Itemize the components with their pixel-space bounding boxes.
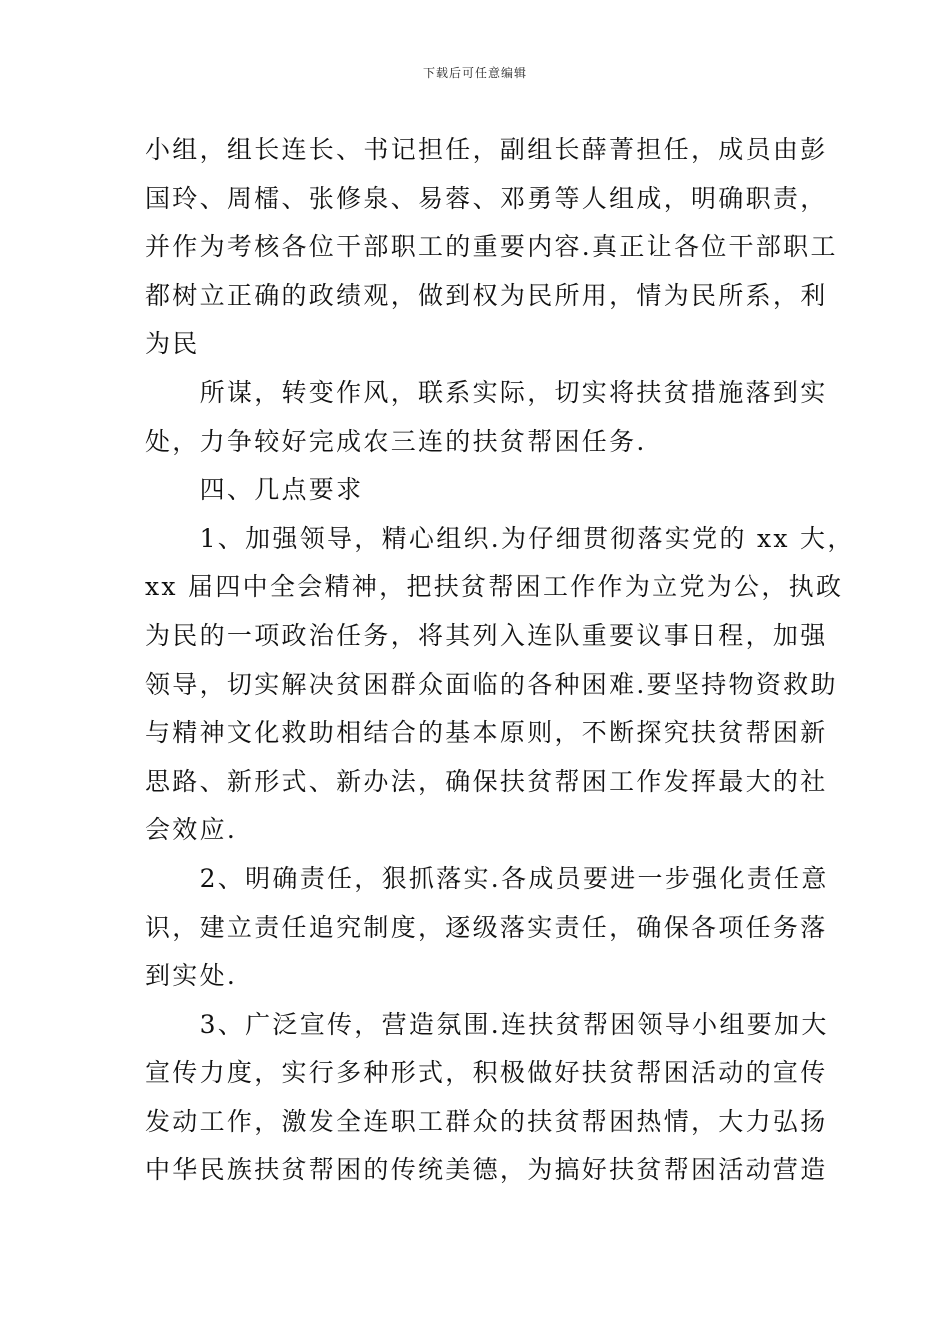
text-line: 发动工作，激发全连职工群众的扶贫帮困热情，大力弘扬 bbox=[145, 1106, 828, 1136]
text-line: xx 届四中全会精神，把扶贫帮困工作作为立党为公，执政 bbox=[145, 572, 844, 602]
text-line: 与精神文化救助相结合的基本原则，不断探究扶贫帮困新 bbox=[145, 718, 828, 748]
text-line: 宣传力度，实行多种形式，积极做好扶贫帮困活动的宣传 bbox=[145, 1058, 828, 1088]
text-line: 小组，组长连长、书记担任，副组长薛菁担任，成员由彭 bbox=[145, 135, 828, 164]
text-line: 处，力争较好完成农三连的扶贫帮困任务. bbox=[145, 426, 647, 456]
text-line: 为民的一项政治任务，将其列入连队重要议事日程，加强 bbox=[145, 620, 828, 650]
text-line: 到实处. bbox=[145, 961, 238, 991]
section-heading: 四、几点要求 bbox=[145, 475, 364, 505]
text-line: 都树立正确的政绩观，做到权为民所用，情为民所系，利 bbox=[145, 280, 828, 310]
text-line: 识，建立责任追究制度，逐级落实责任，确保各项任务落 bbox=[145, 912, 828, 942]
text-line: 所谋，转变作风，联系实际，切实将扶贫措施落到实 bbox=[145, 377, 828, 407]
text-line: 2、明确责任，狠抓落实.各成员要进一步强化责任意 bbox=[145, 863, 829, 893]
text-line: 1、加强领导，精心组织.为仔细贯彻落实党的 xx 大， bbox=[145, 523, 855, 553]
text-line: 并作为考核各位干部职工的重要内容.真正让各位干部职工 bbox=[145, 232, 838, 262]
page-header: 下载后可任意编辑 bbox=[422, 66, 527, 80]
text-line: 中华民族扶贫帮困的传统美德，为搞好扶贫帮困活动营造 bbox=[145, 1155, 828, 1185]
text-line: 国玲、周檑、张修泉、易蓉、邓勇等人组成，明确职责， bbox=[145, 183, 828, 213]
text-line: 思路、新形式、新办法，确保扶贫帮困工作发挥最大的社 bbox=[145, 766, 828, 796]
text-line: 领导，切实解决贫困群众面临的各种困难.要坚持物资救助 bbox=[145, 669, 838, 699]
text-line: 3、广泛宣传，营造氛围.连扶贫帮困领导小组要加大 bbox=[145, 1009, 829, 1039]
text-line: 为民 bbox=[145, 329, 200, 359]
text-line: 会效应. bbox=[145, 815, 238, 845]
document-body bbox=[145, 126, 855, 1195]
